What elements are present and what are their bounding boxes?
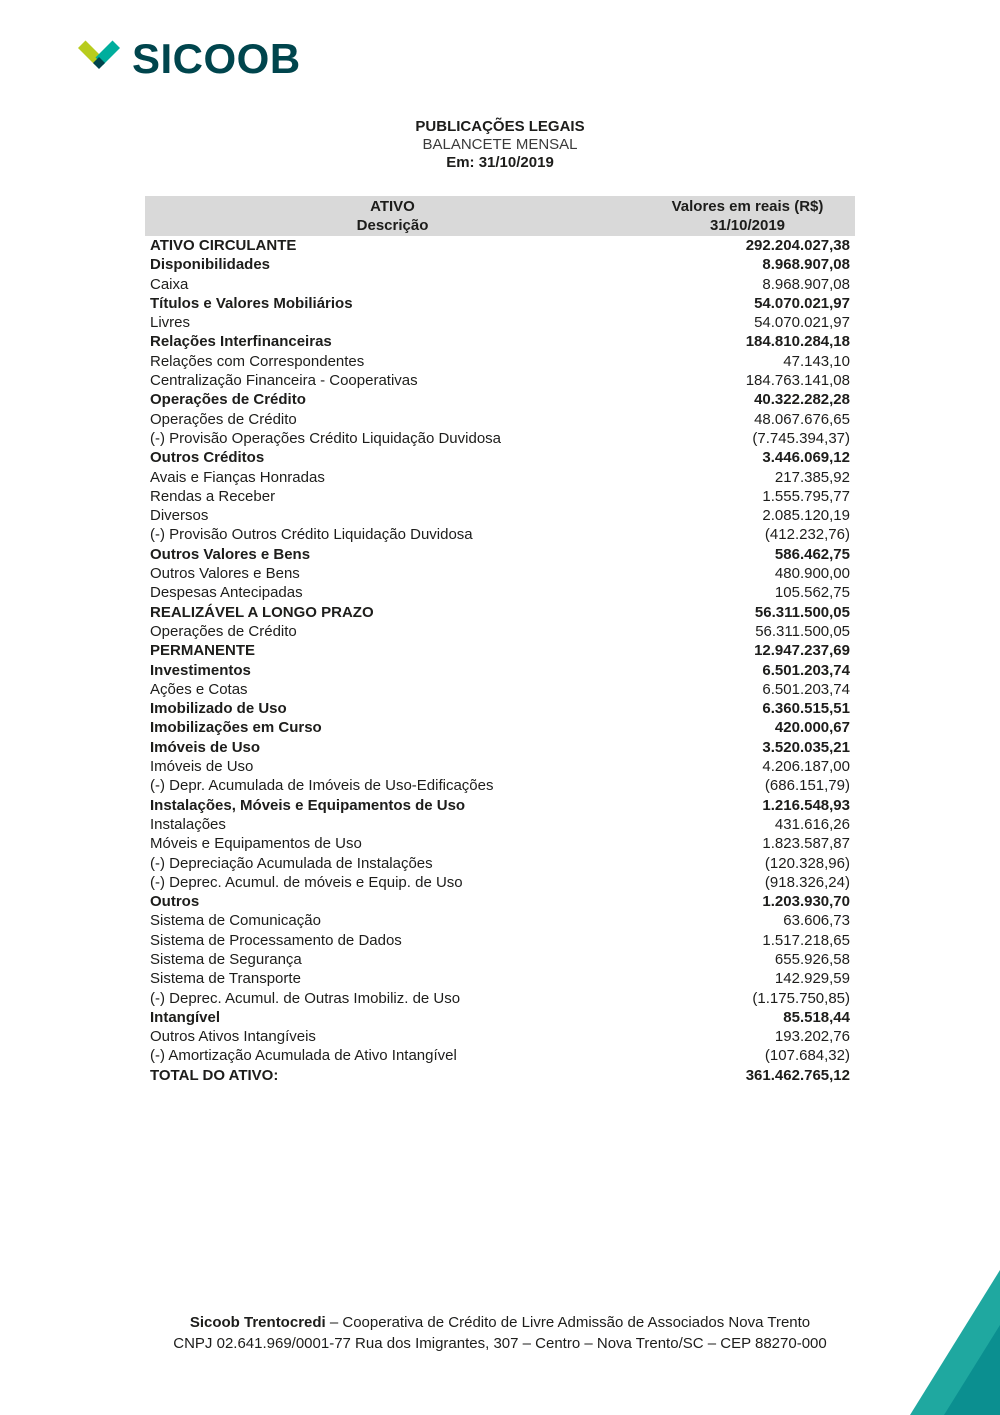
row-label: Relações Interfinanceiras — [150, 333, 332, 351]
table-row — [145, 911, 855, 930]
table-row — [145, 332, 855, 351]
table-row — [145, 603, 855, 622]
row-label: Outros Créditos — [150, 449, 265, 467]
document-title-block — [0, 118, 1000, 172]
corner-ribbon-decoration — [910, 1270, 1000, 1415]
footer-company-name: Sicoob Trentocredi — [189, 1314, 326, 1331]
row-label: Livres — [150, 314, 191, 332]
table-row — [145, 718, 855, 737]
row-label: Imobilizado de Uso — [150, 700, 287, 718]
row-value: 292.204.027,38 — [745, 237, 850, 254]
table-row — [145, 661, 855, 680]
table-row — [145, 525, 855, 544]
row-value: 56.311.500,05 — [755, 622, 850, 640]
row-value: (7.745.394,37) — [752, 429, 850, 447]
row-label: Investimentos — [150, 661, 251, 679]
row-label: Imóveis de Uso — [150, 738, 261, 756]
row-label: Sistema de Processamento de Dados — [150, 931, 402, 949]
table-body — [145, 236, 855, 1085]
table-row — [145, 738, 855, 757]
row-label: Imóveis de Uso — [150, 758, 254, 776]
row-label: Instalações — [150, 815, 226, 833]
row-value: (686.151,79) — [764, 777, 850, 795]
row-value: 193.202,76 — [774, 1028, 850, 1046]
row-label: Despesas Antecipadas — [150, 584, 303, 602]
row-value: 6.501.203,74 — [762, 680, 850, 698]
table-row — [145, 275, 855, 294]
row-label: (-) Depreciação Acumulada de Instalações — [150, 854, 433, 872]
row-label: Operações de Crédito — [150, 410, 297, 428]
row-label: Sistema de Transporte — [150, 970, 301, 988]
title-date: Em: 31/10/2019 — [446, 154, 554, 171]
row-value: 420.000,67 — [774, 719, 850, 737]
row-value: 3.520.035,21 — [762, 738, 850, 756]
table-row — [145, 989, 855, 1008]
row-value: 63.606,73 — [783, 912, 850, 930]
row-label: (-) Deprec. Acumul. de móveis e Equip. de Uso — [150, 873, 463, 891]
table-row — [145, 873, 855, 892]
table-row — [145, 680, 855, 699]
row-value: 6.360.515,51 — [762, 700, 850, 718]
table-row — [145, 410, 855, 429]
document-footer — [0, 1312, 1000, 1354]
sicoob-logo — [74, 34, 301, 84]
row-label: Rendas a Receber — [150, 487, 276, 505]
row-label: Operações de Crédito — [150, 622, 297, 640]
row-value: 217.385,92 — [774, 468, 850, 486]
row-value: 4.206.187,00 — [762, 758, 850, 776]
table-row — [145, 390, 855, 409]
row-label: Imobilizações em Curso — [150, 719, 322, 737]
row-value: 48.067.676,65 — [754, 410, 850, 428]
row-label: (-) Depr. Acumulada de Imóveis de Uso-Edificações — [150, 777, 494, 795]
table-row — [145, 313, 855, 332]
row-label: (-) Provisão Operações Crédito Liquidação Duvidosa — [150, 429, 502, 447]
table-row — [145, 796, 855, 815]
row-value: 586.462,75 — [774, 545, 850, 563]
sicoob-logo-icon — [74, 34, 124, 84]
row-value: 105.562,75 — [774, 584, 850, 602]
table-row — [145, 255, 855, 274]
table-row — [145, 468, 855, 487]
row-value: 1.823.587,87 — [762, 835, 850, 853]
row-value: 40.322.282,28 — [754, 391, 850, 409]
table-row — [145, 564, 855, 583]
table-row — [145, 969, 855, 988]
table-row — [145, 583, 855, 602]
row-value: 431.616,26 — [774, 815, 850, 833]
row-label: Avais e Fianças Honradas — [150, 468, 325, 486]
table-row — [145, 1046, 855, 1065]
header-descricao: Descrição — [356, 217, 429, 234]
table-row — [145, 371, 855, 390]
row-value: (412.232,76) — [764, 526, 850, 544]
table-header — [145, 196, 855, 236]
table-row — [145, 815, 855, 834]
footer-line1 — [0, 1312, 1000, 1333]
row-value: 8.968.907,08 — [762, 256, 850, 274]
table-header-col-descricao — [145, 197, 640, 235]
row-value: 3.446.069,12 — [762, 449, 850, 467]
table-header-col-valores — [640, 197, 855, 235]
row-value: 54.070.021,97 — [754, 314, 850, 332]
row-label: PERMANENTE — [150, 642, 256, 660]
row-value: 1.555.795,77 — [762, 487, 850, 505]
table-row — [145, 429, 855, 448]
row-value: 480.900,00 — [774, 565, 850, 583]
footer-line2: CNPJ 02.641.969/0001-77 Rua dos Imigrantes, 307 – Centro – Nova Trento/SC – CEP 88270-000 — [173, 1335, 827, 1352]
row-value: (918.326,24) — [764, 873, 850, 891]
row-label: Móveis e Equipamentos de Uso — [150, 835, 362, 853]
row-value: 85.518,44 — [783, 1008, 850, 1026]
row-value: 6.501.203,74 — [762, 661, 850, 679]
row-value: 361.462.765,12 — [745, 1066, 850, 1084]
row-label: TOTAL DO ATIVO: — [150, 1066, 279, 1084]
row-value: 2.085.120,19 — [762, 507, 850, 525]
table-row — [145, 506, 855, 525]
row-label: Caixa — [150, 275, 189, 293]
header-ativo: ATIVO — [370, 198, 415, 215]
row-label: Sistema de Comunicação — [150, 912, 321, 930]
table-row — [145, 1066, 855, 1085]
row-label: Relações com Correspondentes — [150, 352, 365, 370]
row-label: (-) Deprec. Acumul. de Outras Imobiliz. de Uso — [150, 989, 461, 1007]
row-value: 184.763.141,08 — [745, 372, 850, 390]
row-label: (-) Provisão Outros Crédito Liquidação Duvidosa — [150, 526, 473, 544]
table-row — [145, 487, 855, 506]
row-label: Intangível — [150, 1008, 221, 1026]
table-row — [145, 854, 855, 873]
row-label: REALIZÁVEL A LONGO PRAZO — [150, 603, 374, 621]
table-row — [145, 641, 855, 660]
row-value: (120.328,96) — [764, 854, 850, 872]
row-value: 184.810.284,18 — [745, 333, 850, 351]
row-value: (1.175.750,85) — [752, 989, 850, 1007]
table-row — [145, 892, 855, 911]
row-label: Disponibilidades — [150, 256, 271, 274]
row-value: 8.968.907,08 — [762, 275, 850, 293]
row-value: 1.216.548,93 — [762, 796, 850, 814]
row-label: Outros Valores e Bens — [150, 545, 311, 563]
row-value: 1.517.218,65 — [762, 931, 850, 949]
table-row — [145, 950, 855, 969]
row-label: Centralização Financeira - Cooperativas — [150, 372, 418, 390]
table-row — [145, 699, 855, 718]
row-label: Ações e Cotas — [150, 680, 248, 698]
row-label: Outros — [150, 893, 200, 911]
table-row — [145, 931, 855, 950]
header-data: 31/10/2019 — [709, 217, 786, 234]
title-publicacoes-legais: PUBLICAÇÕES LEGAIS — [415, 118, 585, 135]
title-balancete-mensal: BALANCETE MENSAL — [422, 136, 578, 153]
table-row — [145, 352, 855, 371]
balance-table — [145, 196, 855, 1085]
row-value: 142.929,59 — [774, 970, 850, 988]
row-label: Diversos — [150, 507, 209, 525]
row-value: 1.203.930,70 — [762, 893, 850, 911]
row-label: Outros Valores e Bens — [150, 565, 300, 583]
row-value: 54.070.021,97 — [754, 294, 850, 312]
table-row — [145, 1008, 855, 1027]
row-label: Operações de Crédito — [150, 391, 306, 409]
header-valores: Valores em reais (R$) — [671, 198, 824, 215]
table-row — [145, 776, 855, 795]
table-row — [145, 834, 855, 853]
row-value: 12.947.237,69 — [754, 642, 850, 660]
row-label: (-) Amortização Acumulada de Ativo Intangível — [150, 1047, 457, 1065]
table-row — [145, 545, 855, 564]
footer-company-desc: – Cooperativa de Crédito de Livre Admissão de Associados Nova Trento — [325, 1314, 811, 1331]
table-row — [145, 757, 855, 776]
table-row — [145, 294, 855, 313]
table-row — [145, 448, 855, 467]
row-value: (107.684,32) — [764, 1047, 850, 1065]
row-label: Títulos e Valores Mobiliários — [150, 294, 353, 312]
logo-wordmark: SICOOB — [132, 35, 301, 82]
row-label: Outros Ativos Intangíveis — [150, 1028, 316, 1046]
table-row — [145, 622, 855, 641]
row-value: 56.311.500,05 — [754, 603, 850, 621]
row-value: 47.143,10 — [783, 352, 850, 370]
row-label: ATIVO CIRCULANTE — [150, 237, 297, 254]
row-value: 655.926,58 — [774, 950, 850, 968]
row-label: Sistema de Segurança — [150, 950, 302, 968]
table-row — [145, 236, 855, 255]
row-label: Instalações, Móveis e Equipamentos de Uso — [150, 796, 466, 814]
table-row — [145, 1027, 855, 1046]
